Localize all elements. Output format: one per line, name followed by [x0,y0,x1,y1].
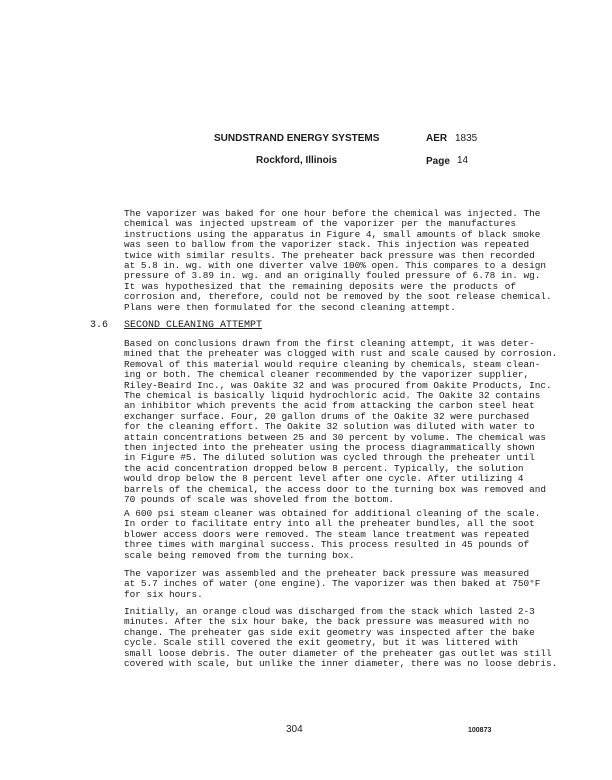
company-name: SUNDSTRAND ENERGY SYSTEMS [214,133,380,144]
text-line: in Figure #5. The diluted solution was cycled through the preheater until [124,452,535,464]
text-line: It was hypothesized that the remaining deposits were the products of [124,280,516,292]
text-line: exchanger surface. Four, 20 gallon drums of the Oakite 32 were purchased [124,410,530,422]
text-line: minutes. After the six hour bake, the back pressure was measured with no [124,616,530,628]
text-line: covered with scale, but unlike the inner diameter, there was no loose debris. [124,658,558,670]
text-line: then injected into the preheater using the process diagrammatically shown [124,442,535,454]
text-line: ing or both. The chemical cleaner recommended by the vaporizer supplier, [124,369,530,381]
paragraph-3 [124,508,541,561]
text-line: cycle. Scale still covered the exit geometry, but it was littered with [124,637,518,649]
text-line: blower access doors were removed. The steam lance treatment was repeated [124,528,530,540]
text-line: was seen to ballow from the vaporizer stack. This injection was repeated [124,239,530,251]
location: Rockford, Illinois [256,155,338,166]
document-code: 100873 [468,727,492,734]
text-line: Initially, an orange cloud was discharged from the stack which lasted 2-3 [124,606,535,617]
text-line: The chemical is basically liquid hydrochloric acid. The Oakite 32 contains [124,390,541,402]
text-line: Plans were then formulated for the second cleaning attempt. [124,301,456,313]
page-label: Page [426,156,450,167]
text-line: for six hours. [124,588,203,600]
text-line: for the cleaning effort. The Oakite 32 solution was diluted with water to [124,421,535,433]
text-line: small loose debris. The outer diameter of the preheater gas outlet was still [124,647,552,659]
text-line: Based on conclusions drawn from the first cleaning attempt, it was deter- [124,338,535,349]
footer-page-number: 304 [286,724,303,735]
text-line: barrels of the chemical, the access door to the turning box was removed and [124,483,546,495]
text-line: pressure of 3.89 in. wg. and an originally fouled pressure of 6.78 in. wg. [124,270,541,282]
text-line: at 5.8 in. wg. with one diverter valve 100% open. This compares to a design [124,260,546,272]
text-line: at 5.7 inches of water (one engine). The vaporizer was then baked at 750°F [124,578,541,590]
text-line: The vaporizer was baked for one hour before the chemical was injected. The [124,208,541,219]
text-line: Removal of this material would require cleaning by chemicals, steam clean- [124,358,541,370]
text-line: The vaporizer was assembled and the preheater back pressure was measured [124,568,530,579]
report-number: 1835 [455,133,478,144]
text-line: three times with marginal success. This process resulted in 45 pounds of [124,539,530,551]
text-line: change. The preheater gas side exit geometry was inspected after the bake [124,626,535,638]
section-title: SECOND CLEANING ATTEMPT [124,320,263,331]
text-line: the acid concentration dropped below 8 percent. Typically, the solution [124,462,524,474]
paragraph-4 [124,568,541,600]
text-line: twice with similar results. The preheater back pressure was then recorded [124,249,535,261]
page-number: 14 [457,155,469,166]
paragraph-1 [124,208,552,313]
text-line: chemical was injected upstream of the vaporizer per the manufactures [124,218,516,230]
section-number: 3.6 [90,320,109,331]
text-line: A 600 psi steam cleaner was obtained for additional cleaning of the scale. [124,508,541,519]
text-line: an inhibitor which prevents the acid from attacking the carbon steel heat [124,400,535,412]
text-line: 70 pounds of scale was shoveled from the bottom. [124,494,395,506]
text-line: scale being removed from the turning box. [124,549,355,561]
text-line: corrosion and, therefore, could not be removed by the soot release chemical. [124,291,552,303]
text-line: mined that the preheater was clogged with rust and scale caused by corrosion. [124,348,558,360]
text-line: Riley-Beaird Inc., was Oakite 32 and was procured from Oakite Products, Inc. [124,379,552,391]
paragraph-5 [124,606,558,670]
text-line: would drop below the 8 percent level after one cycle. After utilizing 4 [124,473,524,485]
text-line: attain concentrations between 25 and 30 percent by volume. The chemical was [124,431,546,443]
report-label: AER [426,133,448,144]
paragraph-2 [124,338,558,506]
text-line: In order to facilitate entry into all the preheater bundles, all the soot [124,518,535,530]
text-line: instructions using the apparatus in Figure 4, small amounts of black smoke [124,228,541,240]
